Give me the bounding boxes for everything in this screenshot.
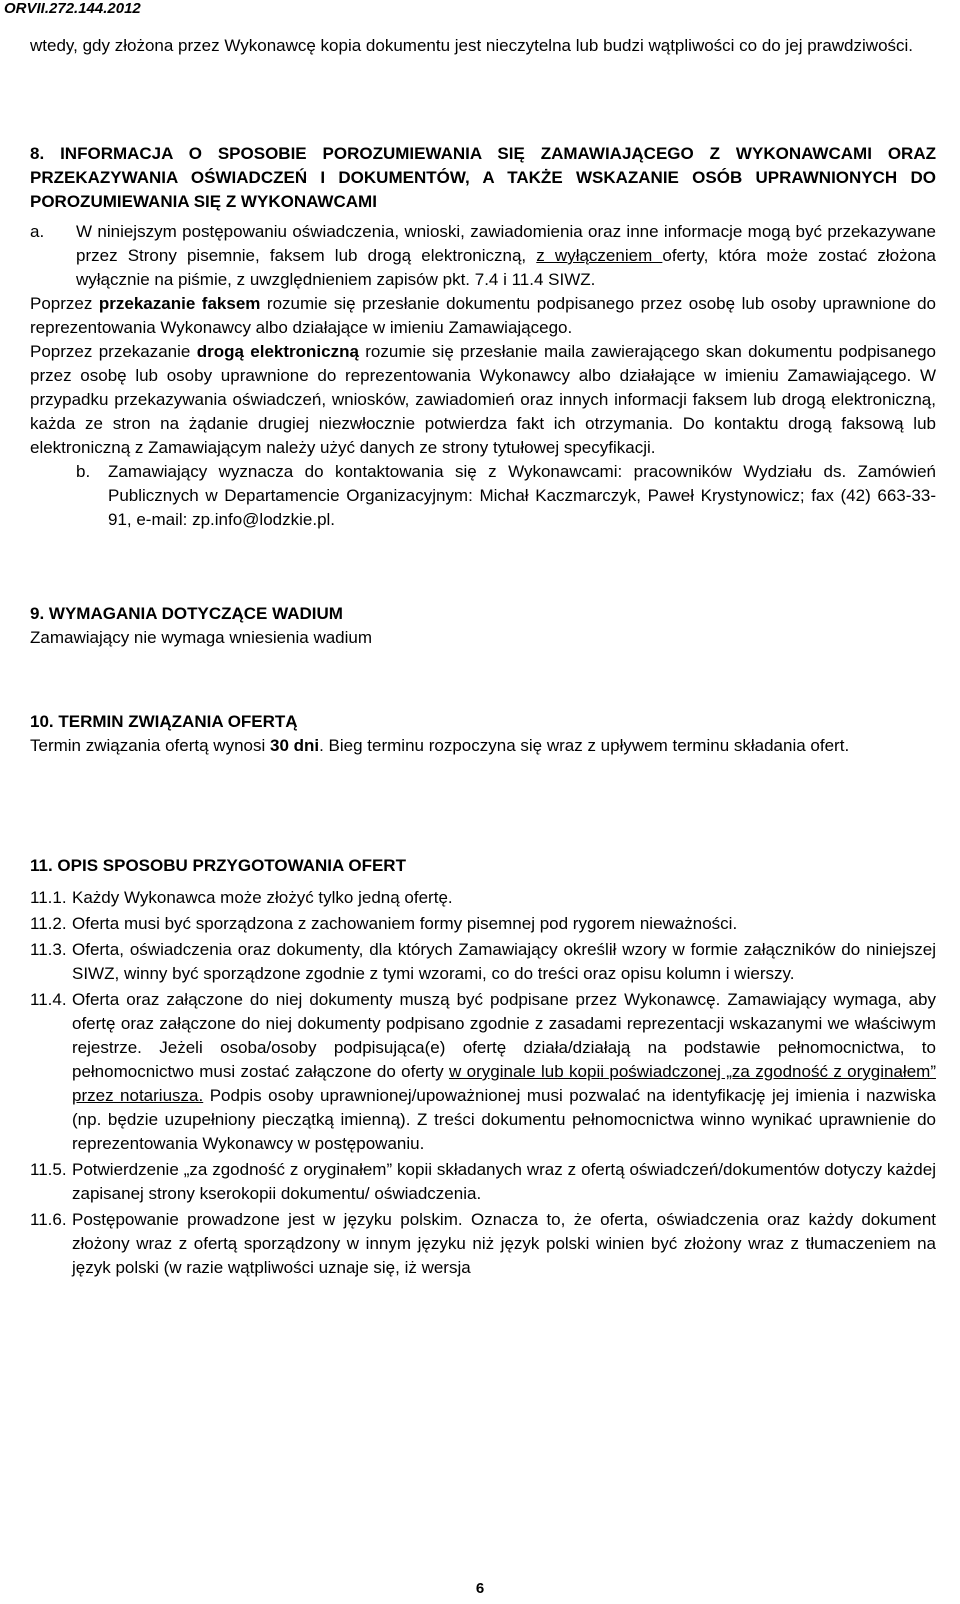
- section-9-heading: 9. WYMAGANIA DOTYCZĄCE WADIUM: [30, 604, 343, 623]
- list-item-number: 11.6.: [30, 1210, 67, 1229]
- page-number: 6: [475, 1580, 485, 1597]
- item-a-text-part2: oferty, która może zostać złożona wyłącznie na piśmie, z uwzględnieniem zapisów pkt. 7.4 i 11.4 SIWZ.: [76, 246, 936, 289]
- list-item-number: 11.5.: [30, 1160, 67, 1179]
- list-item-number: 11.2.: [30, 914, 67, 933]
- list-item-text: Oferta musi być sporządzona z zachowaniem formy pisemnej pod rygorem nieważności.: [72, 914, 738, 933]
- list-item: [30, 886, 936, 910]
- list-item-number: 11.1.: [30, 888, 67, 907]
- fax-pre: Poprzez: [30, 294, 99, 313]
- section-8-heading: 8. INFORMACJA O SPOSOBIE POROZUMIEWANIA SIĘ ZAMAWIAJĄCEGO Z WYKONAWCAMI ORAZ PRZEKAZYWANIA OŚWIADCZEŃ I DOKUMENTÓW, A TAKŻE WSKAZANIE OSÓB UPRAWNIONYCH DO POROZUMIEWANIA SIĘ Z WYKONAWCAMI: [30, 144, 936, 211]
- item-b-label: [30, 460, 108, 532]
- page-content: [30, 34, 936, 1282]
- electronic-bold: drogą elektroniczną: [196, 342, 359, 361]
- list-item: [30, 1208, 936, 1280]
- list-item-text: Potwierdzenie „za zgodność z oryginałem” kopii składanych wraz z ofertą oświadczeń/dokumentów dotyczy każdej zapisanej strony kserokopii dokumentu/ oświadczenia.: [72, 1160, 936, 1203]
- intro-paragraph: wtedy, gdy złożona przez Wykonawcę kopia dokumentu jest nieczytelna lub budzi wątpliwości co do jej prawdziwości.: [30, 36, 914, 55]
- electronic-pre: Poprzez przekazanie: [30, 342, 197, 361]
- section-11-heading: 11. OPIS SPOSOBU PRZYGOTOWANIA OFERT: [30, 856, 406, 875]
- list-item-text-part2: Podpis osoby uprawnionej/upoważnionej musi pozwalać na identyfikację jej imienia i nazwiska (np. będzie uzupełniony pieczątką imienną). Z treści dokumentu pełnomocnictwa winno wynikać uprawnienie do reprezentowania Wykonawcy w postępowaniu.: [72, 1086, 936, 1153]
- item-b-label-text: b.: [76, 462, 91, 481]
- section-10-bold: 30 dni: [269, 736, 320, 755]
- fax-post: rozumie się przesłanie dokumentu podpisanego przez osobę lub osoby uprawnione do reprezentowania Wykonawcy albo działające w imieniu Zamawiającego.: [30, 294, 936, 337]
- list-item-text: Każdy Wykonawca może złożyć tylko jedną ofertę.: [72, 888, 453, 907]
- electronic-post: rozumie się przesłanie maila zawierającego skan dokumentu podpisanego przez osobę lub osoby uprawnione do reprezentowania Wykonawcy albo działające w imieniu Zamawiającego. W przypadku przekazywania oświadczeń, wniosków, zawiadomień oraz innych informacji faksem lub drogą elektroniczną, każda ze stron na żądanie drugiej niezwłocznie potwierdza fakt ich otrzymania. Do kontaktu drogą faksową lub elektroniczną z Zamawiającym należy użyć danych ze strony tytułowej specyfikacji.: [30, 342, 936, 457]
- section-8-item-a: [30, 220, 936, 292]
- list-item-underlined: w oryginale lub kopii poświadczonej „za zgodność z oryginałem” przez notariusza.: [72, 1062, 936, 1105]
- list-item-text: Oferta, oświadczenia oraz dokumenty, dla których Zamawiający określił wzory w formie załączników do niniejszej SIWZ, winny być sporządzone zgodnie z tymi wzorami, co do treści oraz opisu kolumn i wierszy.: [72, 940, 936, 983]
- item-a-text-part1: W niniejszym postępowaniu oświadczenia, wnioski, zawiadomienia oraz inne informacje mogą być przekazywane przez Strony pisemnie, faksem lub drogą elektroniczną,: [76, 222, 936, 265]
- section-10-text: [30, 734, 936, 758]
- section-11-list: [30, 886, 936, 1280]
- fax-bold: przekazanie faksem: [98, 294, 261, 313]
- section-9-text: Zamawiający nie wymaga wniesienia wadium: [30, 628, 373, 647]
- list-item: [30, 988, 936, 1156]
- list-item-text: Postępowanie prowadzone jest w języku polskim. Oznacza to, że oferta, oświadczenia oraz każdy dokument złożony wraz z ofertą sporządzony w innym języku niż język polski winien być złożony wraz z tłumaczeniem na język polski (w razie wątpliwości uznaje się, iż wersja: [72, 1210, 936, 1277]
- item-a-underlined: z wyłączeniem: [536, 246, 663, 265]
- list-item-text-part1: Oferta oraz załączone do niej dokumenty muszą być podpisane przez Wykonawcę. Zamawiający wymaga, aby ofertę oraz załączone do niej dokumenty podpisano zgodnie z zasadami reprezentacji wskazanymi we właściwym rejestrze. Jeżeli osoba/osoby podpisująca(e) ofertę działa/działają na podstawie pełnomocnictwa, to pełnomocnictwo musi zostać załączone do oferty: [72, 990, 936, 1081]
- fax-paragraph: [30, 292, 936, 340]
- item-b-text: Zamawiający wyznacza do kontaktowania się z Wykonawcami: pracowników Wydziału ds. Zamówień Publicznych w Departamencie Organizacyjnym: Michał Kaczmarczyk, Paweł Krystynowicz; fax (42) 663-33-91, e-mail: zp.info@lodzkie.pl.: [108, 462, 936, 529]
- section-8-item-b: [30, 460, 936, 532]
- item-a-label: a.: [30, 222, 45, 241]
- section-10-heading: 10. TERMIN ZWIĄZANIA OFERTĄ: [30, 712, 298, 731]
- electronic-paragraph: [30, 340, 936, 460]
- list-item-number: 11.4.: [30, 990, 67, 1009]
- list-item-number: 11.3.: [30, 940, 67, 959]
- list-item: [30, 938, 936, 986]
- list-item-text: [72, 988, 936, 1156]
- document-reference: ORVII.272.144.2012: [4, 0, 141, 17]
- list-item: [30, 912, 936, 936]
- item-a-text: [76, 220, 936, 292]
- list-item: [30, 1158, 936, 1206]
- section-10-post: . Bieg terminu rozpoczyna się wraz z upływem terminu składania ofert.: [319, 736, 850, 755]
- section-10-pre: Termin związania ofertą wynosi: [30, 736, 270, 755]
